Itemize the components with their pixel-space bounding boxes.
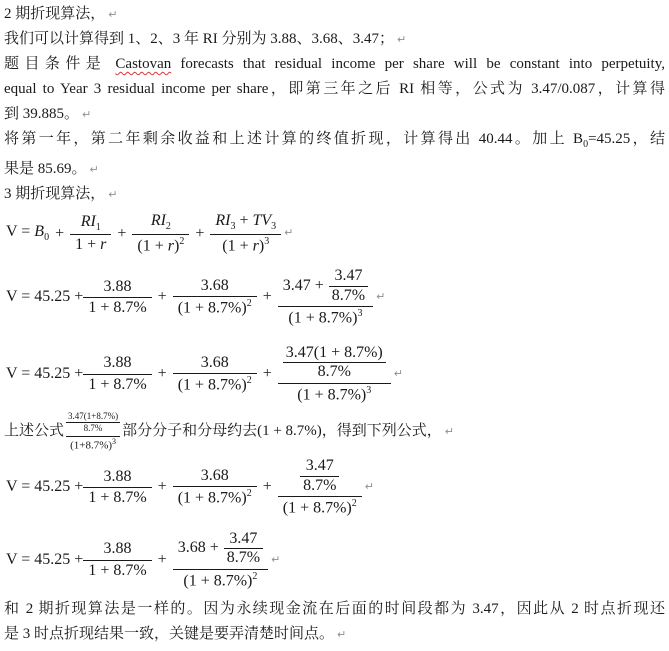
paragraph-2period-title [4, 2, 665, 27]
text-line [4, 77, 665, 102]
formula-symbolic-ri-model [6, 211, 665, 256]
inline-formula-fraction: $\frac{\frac{3.47(1+8.7\%)}{8.7\%}}{(1+8.7\%)^3}$ [68, 411, 119, 452]
equation-lhs: V = 45.25 + [6, 550, 84, 568]
text-run: 到 39.885。 [4, 106, 80, 122]
text-run: =45.25，结 [588, 131, 665, 147]
fraction-term-1: $\frac{3.88}{1 + 8.7\%}$ [83, 277, 151, 319]
paragraph-conclusion [4, 597, 665, 647]
formula-3period-expanded [6, 266, 665, 329]
paragraph-mark: ↵ [397, 33, 407, 46]
misspelled-word: Castovan [115, 56, 172, 72]
text-run: equal to Year 3 residual income per share，即第三年之后 RI 相等，公式为 3.47/0.087，计算得 [4, 81, 665, 97]
paragraph-discount-result [4, 127, 665, 182]
paragraph-mark: ↵ [376, 290, 386, 304]
paragraph-mark: ↵ [364, 480, 374, 494]
fraction-term-2: $\frac{RI_2}{(1 + r)^2}$ [132, 211, 189, 256]
text-run: 是 3 时点折现结果一致，关键是要弄清楚时间点。 [4, 626, 335, 643]
fraction-term-3: 3.47 + $\frac{3.47}{8.7\%}$ $(1 + 8.7\%)^3$ [278, 266, 373, 329]
text-run: 和 2 期折现算法是一样的。因为永续现金流在后面的时间段都为 3.47，因此从 2 时点折现还 [4, 601, 665, 618]
fraction-term-3: $\frac{\frac{3.47}{8.7\%}}{(1 + 8.7\%)^2}$ [278, 456, 362, 519]
text-line [4, 597, 665, 622]
text-line [4, 622, 665, 647]
nested-fraction: $\frac{3.47(1+8.7\%)}{8.7\%}$ [68, 411, 119, 433]
equation-lhs: V = 45.25 + [6, 288, 84, 306]
paragraph-mark: ↵ [337, 628, 347, 642]
text-line [4, 102, 665, 127]
fraction-term-2: $\frac{3.68}{(1 + 8.7\%)^2}$ [173, 353, 257, 396]
fraction-term-1: $\frac{3.88}{1 + 8.7\%}$ [83, 467, 151, 509]
plus-operator: + [262, 478, 272, 496]
plus-operator: + [262, 288, 272, 306]
plus-operator: + [55, 224, 65, 242]
fraction-term-2: 3.68 + $\frac{3.47}{8.7\%}$ $(1 + 8.7\%)^2$ [173, 529, 268, 592]
paragraph-ri-values [4, 27, 665, 52]
fraction-term-1: $\frac{3.88}{1 + 8.7\%}$ [83, 539, 151, 581]
paragraph-mark: ↵ [284, 226, 294, 240]
formula-after-cancellation [6, 456, 665, 519]
paragraph-mark: ↵ [108, 8, 118, 21]
paragraph-cancel-explanation [4, 411, 665, 452]
equation-lhs: V = 45.25 + [6, 364, 84, 382]
nested-fraction: $\frac{3.47(1 + 8.7\%)}{8.7\%}$ [283, 344, 386, 382]
fraction-term-2: $\frac{3.68}{(1 + 8.7\%)^2}$ [173, 276, 257, 319]
fraction-term-3: $\frac{RI_3 + TV_3}{(1 + r)^3}$ [210, 211, 281, 256]
text-run: 2 期折现算法， [4, 6, 106, 22]
nested-fraction: $\frac{3.47}{8.7\%}$ [224, 530, 263, 568]
nested-fraction: $\frac{3.47}{8.7\%}$ [329, 267, 368, 305]
text-run: 果是 85.69。 [4, 161, 87, 177]
plus-operator: + [117, 224, 127, 242]
paragraph-mark: ↵ [89, 163, 99, 176]
fraction-term-1: $\frac{RI_1}{1 + r}$ [70, 212, 111, 256]
fraction-term-2: $\frac{3.68}{(1 + 8.7\%)^2}$ [173, 466, 257, 509]
text-run: 将第一年，第二年剩余收益和上述计算的终值折现，计算得出 40.44。加上 B [4, 131, 584, 147]
plus-operator: + [157, 478, 167, 496]
paragraph-mark: ↵ [108, 188, 118, 201]
paragraph-mark: ↵ [393, 366, 403, 380]
text-line [4, 52, 665, 77]
formula-2period-form [6, 529, 665, 592]
paragraph-3period-title [4, 182, 665, 207]
paragraph-mark: ↵ [444, 425, 455, 439]
text-run: 上述公式 [4, 423, 65, 440]
text-run: 3 期折现算法， [4, 186, 106, 202]
equation-lhs: V = 45.25 + [6, 478, 84, 496]
text-run: 部分分子和分母约去(1 + 8.7%)，得到下列公式， [122, 423, 442, 440]
nested-fraction: $\frac{3.47}{8.7\%}$ [300, 457, 339, 495]
text-run: forecasts that residual income per share will be constant into perpetuity, [171, 56, 665, 72]
text-line [4, 157, 665, 182]
fraction-term-1: $\frac{3.88}{1 + 8.7\%}$ [83, 353, 151, 395]
plus-operator: + [195, 224, 205, 242]
paragraph-problem-statement [4, 52, 665, 127]
text-line [4, 127, 665, 157]
equation-lhs: $V = B_0$ [6, 223, 50, 244]
paragraph-mark: ↵ [271, 552, 281, 566]
formula-3period-tv-growth [6, 343, 665, 406]
plus-operator: + [157, 288, 167, 306]
text-run: 题目条件是 [4, 56, 116, 72]
text-run: 我们可以计算得到 1、2、3 年 RI 分别为 3.88、3.68、3.47； [4, 31, 395, 47]
plus-operator: + [157, 550, 167, 568]
paragraph-mark: ↵ [82, 108, 92, 121]
plus-operator: + [262, 364, 272, 382]
plus-operator: + [157, 364, 167, 382]
fraction-term-3: $\frac{\frac{3.47(1 + 8.7\%)}{8.7\%}}{(1 + 8.7\%)^3}$ [278, 343, 391, 406]
subscript: 0 [583, 139, 589, 150]
